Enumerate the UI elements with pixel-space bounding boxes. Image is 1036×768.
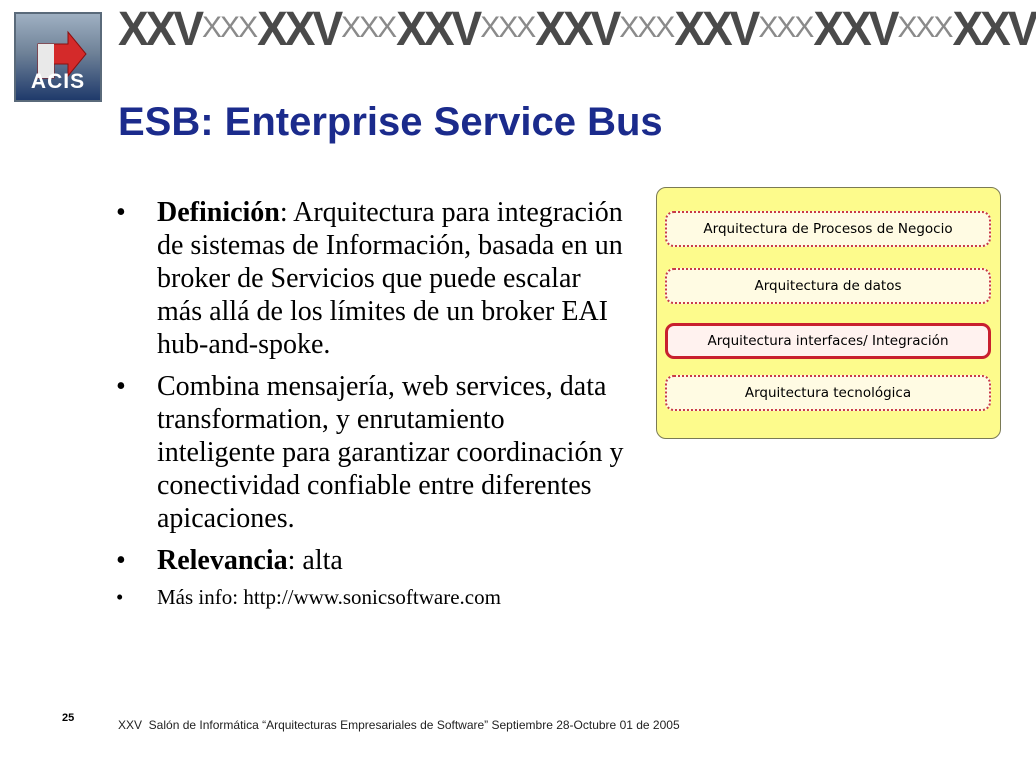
- xxv-banner: [118, 0, 1036, 56]
- layer-interfaces-integracion: Arquitectura interfaces/ Integración: [665, 323, 991, 359]
- bullet-mas-info: [116, 584, 626, 610]
- bullet-text: Combina mensajería, web services, data transformation, y enrutamiento inteligente para garantizar coordinación y conectividad confiable entre diferentes apicaciones.: [157, 371, 624, 534]
- banner-xxv: XXV: [257, 0, 341, 56]
- slide-title: ESB: Enterprise Service Bus: [118, 100, 663, 144]
- footer-text: XXV Salón de Informática “Arquitecturas Empresariales de Software” Septiembre 28-Octubre 01 de 2005: [118, 718, 680, 732]
- banner-xxx: XXX: [619, 11, 674, 44]
- banner-xxv: XXV: [535, 0, 619, 56]
- bullet-bold: Relevancia: [157, 545, 288, 576]
- banner-xxv: XXV: [396, 0, 480, 56]
- banner-xxx: XXX: [480, 11, 535, 44]
- acis-logo: [14, 12, 102, 102]
- banner-xxx: XXX: [897, 11, 952, 44]
- bullet-definicion: [116, 196, 626, 361]
- bullet-combina: [116, 370, 626, 535]
- bullet-bold: Definición: [157, 197, 280, 228]
- layer-procesos-negocio: Arquitectura de Procesos de Negocio: [665, 211, 991, 247]
- banner-xxx: XXX: [202, 11, 257, 44]
- logo-text: ACIS: [30, 70, 86, 93]
- banner-xxx: XXX: [341, 11, 396, 44]
- page-number: 25: [62, 712, 75, 724]
- banner-xxv: XXV: [118, 0, 202, 56]
- bullet-text: Más info: http://www.sonicsoftware.com: [157, 585, 501, 609]
- bullet-text: : Arquitectura para integración de sistemas de Información, basada en un broker de Servicios que puede escalar más allá de los límites de un broker EAI hub-and-spoke.: [157, 197, 623, 360]
- bullet-list: [116, 196, 626, 619]
- layer-tecnologica: Arquitectura tecnológica: [665, 375, 991, 411]
- banner-xxx: XXX: [758, 11, 813, 44]
- banner-xxv: XXV: [952, 0, 1036, 56]
- banner-xxv: XXV: [674, 0, 758, 56]
- bullet-relevancia: [116, 544, 626, 577]
- banner-xxv: XXV: [813, 0, 897, 56]
- layer-datos: Arquitectura de datos: [665, 268, 991, 304]
- bullet-text: : alta: [287, 545, 343, 576]
- architecture-diagram: [656, 187, 1001, 439]
